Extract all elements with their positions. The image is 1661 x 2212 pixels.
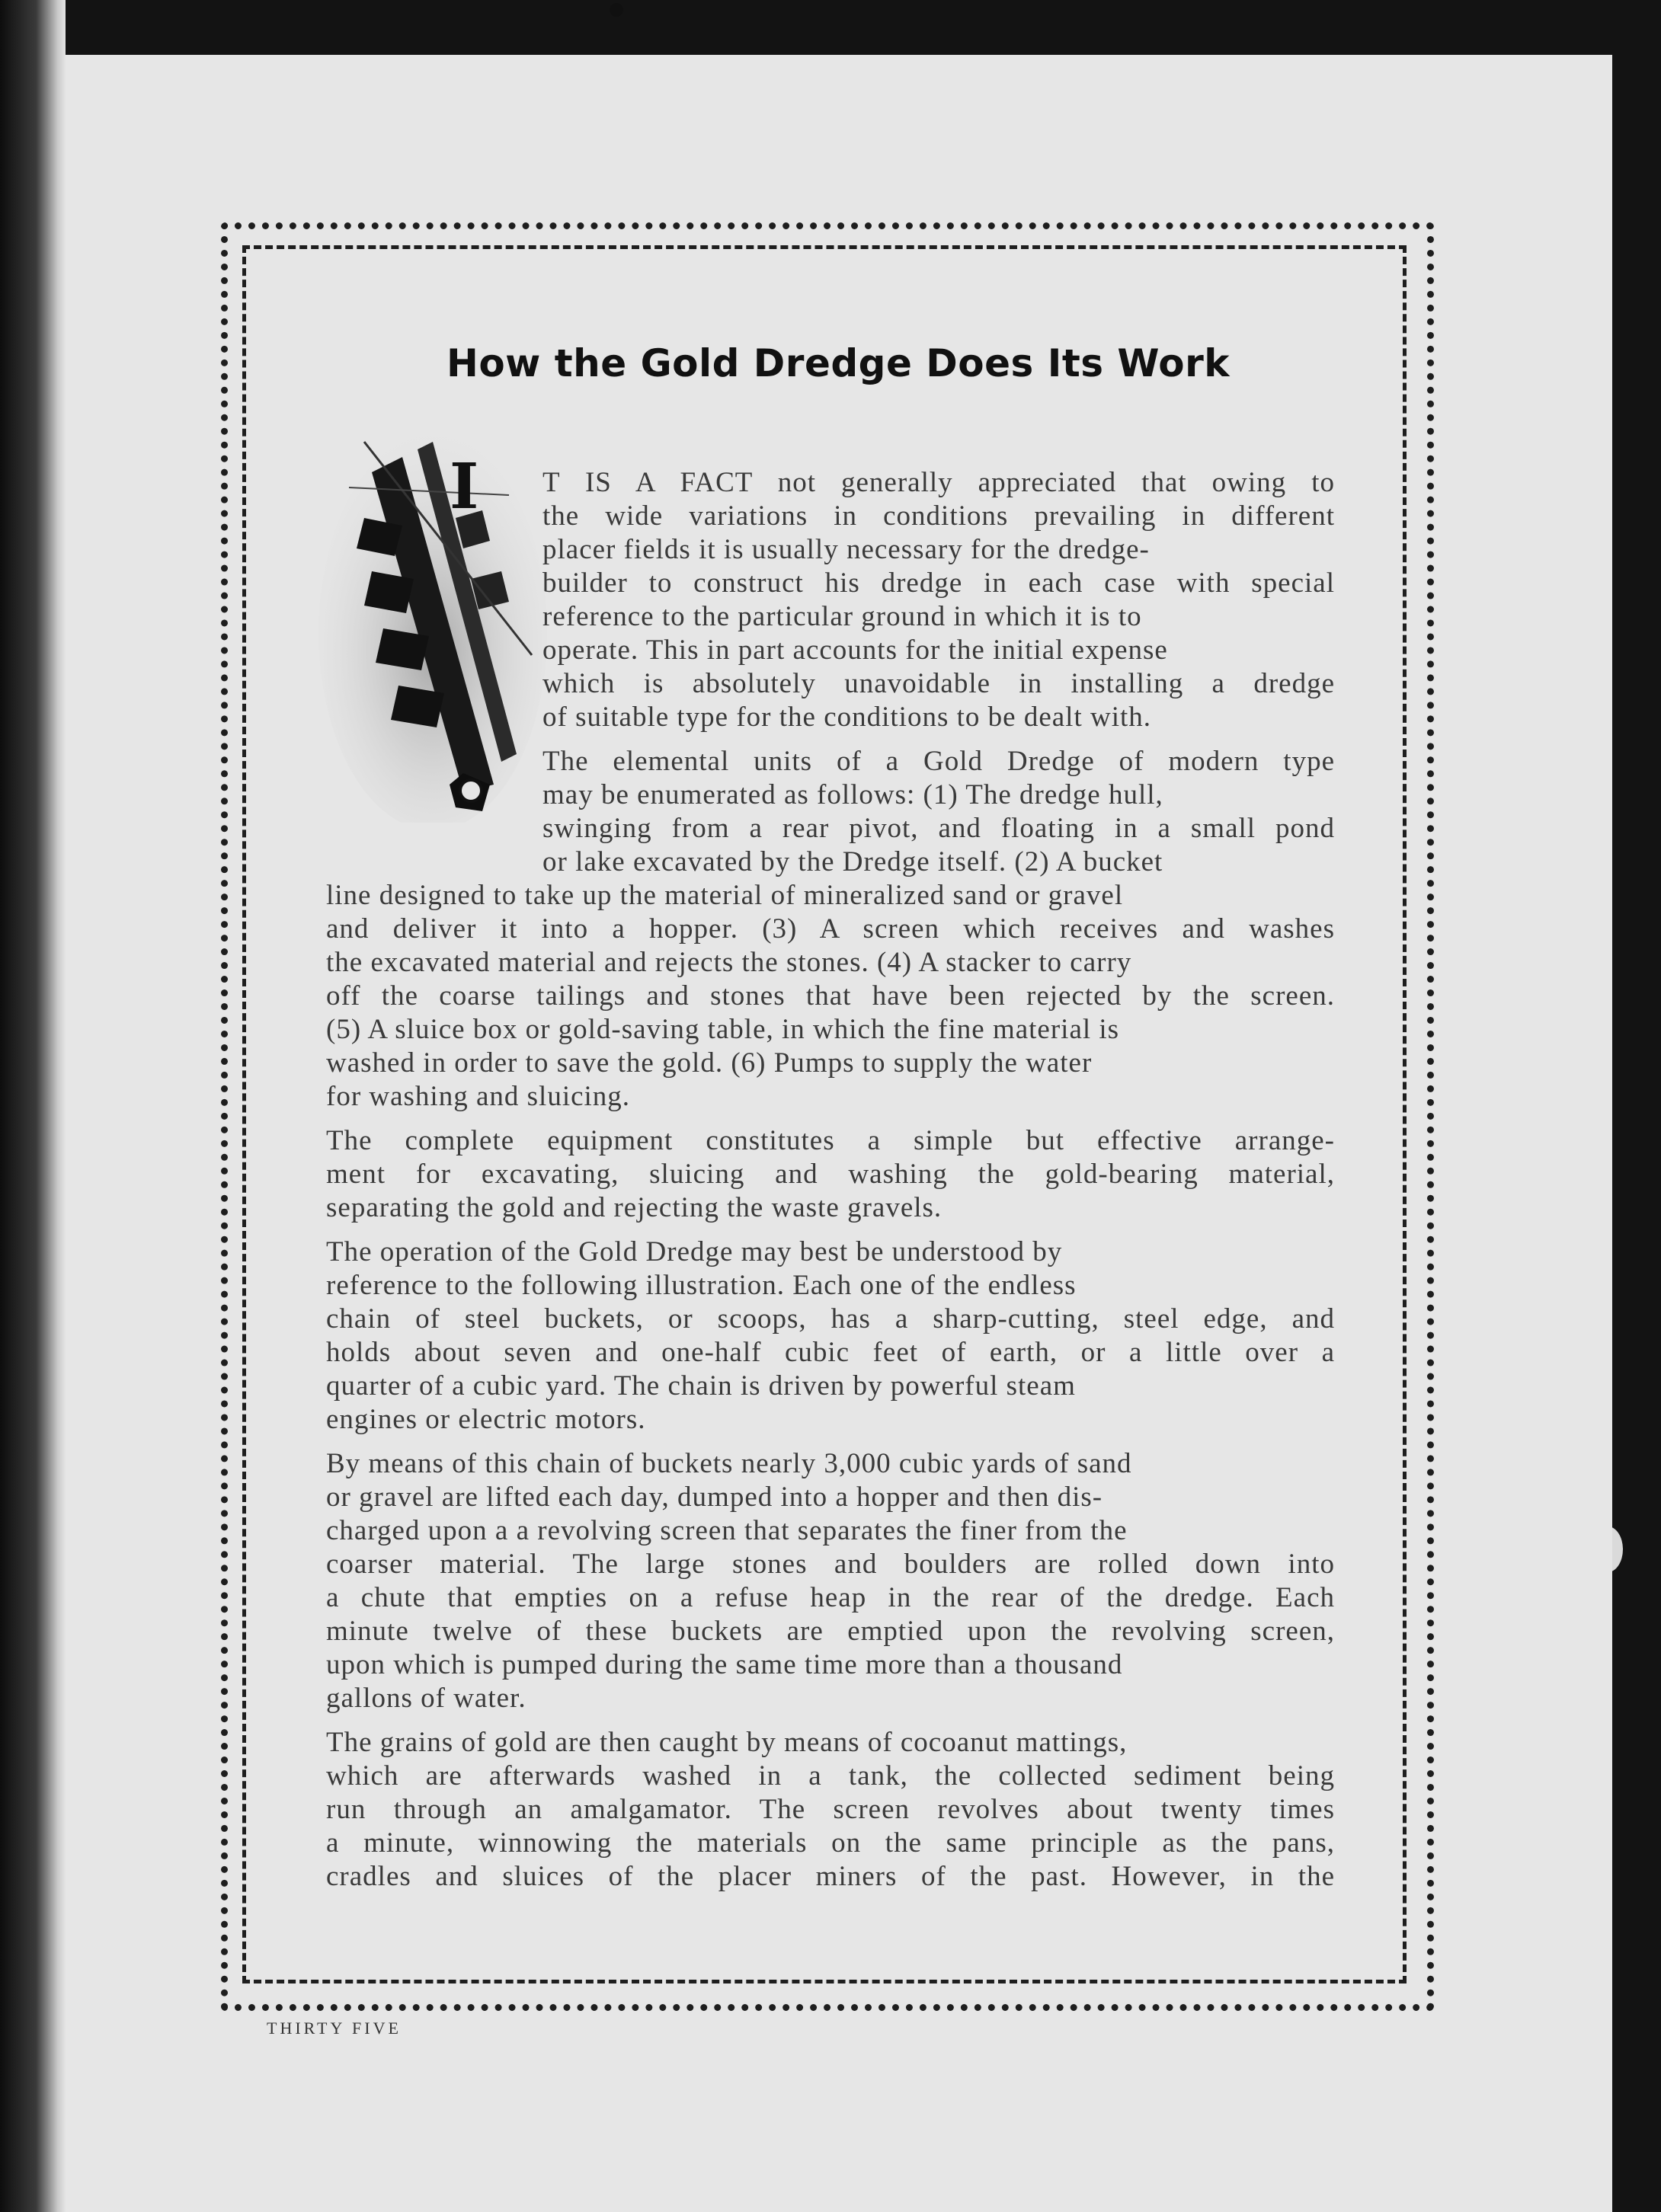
body-line: washed in order to save the gold. (6) Pumps to supply the water: [326, 1047, 1093, 1079]
body-line: T IS A FACT not generally appreciated that owing to: [542, 467, 1335, 498]
body-line: holds about seven and one-half cubic feet of earth, or a little over a: [326, 1337, 1335, 1368]
body-line: separating the gold and rejecting the waste gravels.: [326, 1192, 943, 1223]
body-line: The elemental units of a Gold Dredge of modern type: [542, 746, 1335, 777]
body-line: which are afterwards washed in a tank, the collected sediment being: [326, 1760, 1335, 1792]
body-line: chain of steel buckets, or scoops, has a sharp-cutting, steel edge, and: [326, 1303, 1335, 1335]
body-line: which is absolutely unavoidable in installing a dredge: [542, 668, 1335, 699]
body-line: gallons of water.: [326, 1683, 526, 1714]
body-line: builder to construct his dredge in each case with special: [542, 567, 1335, 599]
body-line: charged upon a a revolving screen that separates the finer from the: [326, 1515, 1128, 1546]
body-line: or gravel are lifted each day, dumped into a hopper and then dis-: [326, 1482, 1103, 1513]
body-line: The complete equipment constitutes a simple but effective arrange-: [326, 1125, 1335, 1156]
body-line: quarter of a cubic yard. The chain is driven by powerful steam: [326, 1370, 1076, 1402]
body-line: operate. This in part accounts for the initial expense: [542, 635, 1168, 666]
body-line: The operation of the Gold Dredge may best be understood by: [326, 1236, 1063, 1267]
body-line: for washing and sluicing.: [326, 1081, 631, 1112]
body-line: line designed to take up the material of mineralized sand or gravel: [326, 880, 1124, 911]
body-line: ment for excavating, sluicing and washing the gold-bearing material,: [326, 1159, 1335, 1190]
body-line: a chute that empties on a refuse heap in the rear of the dredge. Each: [326, 1582, 1335, 1613]
body-line: The grains of gold are then caught by means of cocoanut mattings,: [326, 1727, 1128, 1758]
dredge-bucket-line-illustration: [318, 427, 547, 823]
body-line: upon which is pumped during the same time more than a thousand: [326, 1649, 1123, 1680]
book-spine-shadow: [0, 0, 66, 2212]
body-line: placer fields it is usually necessary for the dredge-: [542, 534, 1150, 565]
body-line: off the coarse tailings and stones that have been rejected by the screen.: [326, 980, 1335, 1012]
body-line: cradles and sluices of the placer miners of the past. However, in the: [326, 1861, 1335, 1892]
body-line: minute twelve of these buckets are emptied upon the revolving screen,: [326, 1616, 1335, 1647]
page-scuff-top: [610, 3, 623, 17]
body-line: By means of this chain of buckets nearly 3,000 cubic yards of sand: [326, 1448, 1132, 1479]
body-line: the wide variations in conditions prevailing in different: [542, 500, 1335, 532]
body-line: swinging from a rear pivot, and floating in a small pond: [542, 813, 1335, 844]
page-number: THIRTY FIVE: [267, 2019, 402, 2038]
body-line: run through an amalgamator. The screen revolves about twenty times: [326, 1794, 1335, 1825]
body-line: the excavated material and rejects the stones. (4) A stacker to carry: [326, 947, 1132, 978]
body-line: (5) A sluice box or gold-saving table, in which the fine material is: [326, 1014, 1120, 1045]
drop-cap: I: [450, 450, 479, 523]
body-line: or lake excavated by the Dredge itself. (2) A bucket: [542, 846, 1163, 877]
body-line: of suitable type for the conditions to be dealt with.: [542, 702, 1151, 733]
body-line: and deliver it into a hopper. (3) A screen which receives and washes: [326, 913, 1335, 945]
body-line: engines or electric motors.: [326, 1404, 646, 1435]
page-title: How the Gold Dredge Does Its Work: [446, 341, 1231, 385]
body-line: reference to the following illustration. Each one of the endless: [326, 1270, 1077, 1301]
body-line: coarser material. The large stones and boulders are rolled down into: [326, 1549, 1335, 1580]
body-line: a minute, winnowing the materials on the same principle as the pans,: [326, 1827, 1335, 1859]
body-line: reference to the particular ground in which it is to: [542, 601, 1142, 632]
body-line: may be enumerated as follows: (1) The dredge hull,: [542, 779, 1163, 810]
